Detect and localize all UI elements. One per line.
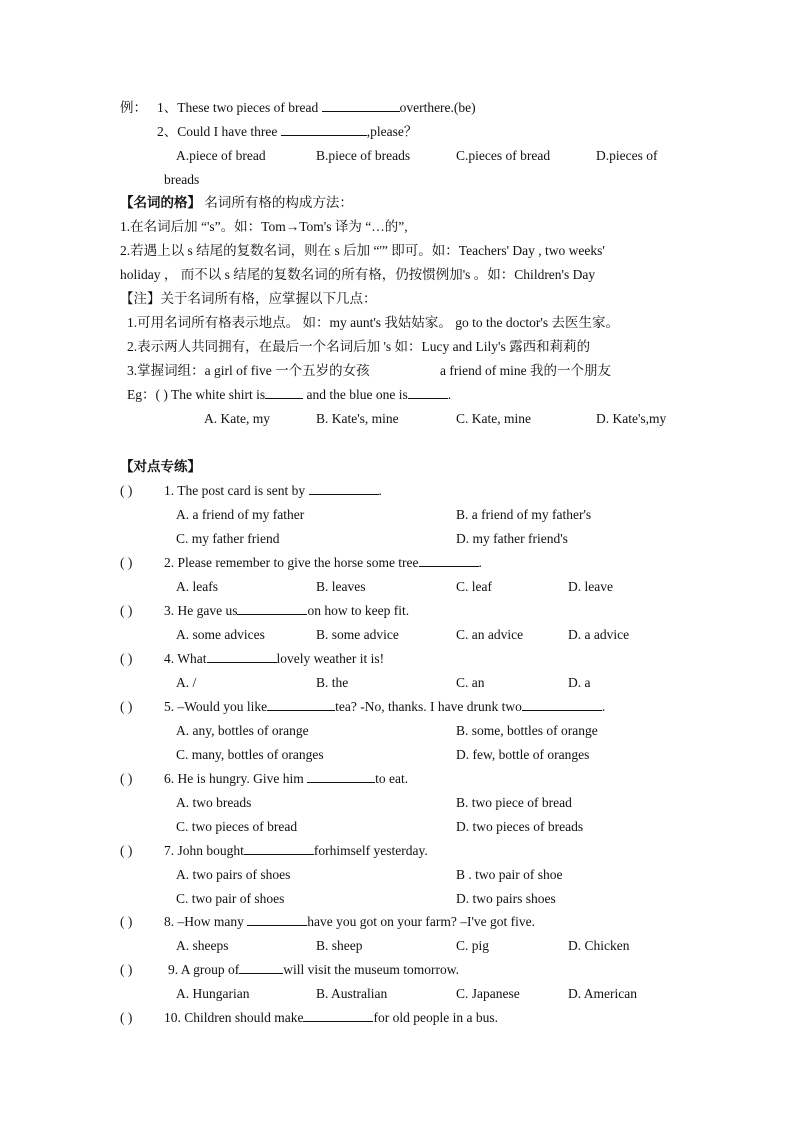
q9-option-d: D. American — [568, 986, 637, 1001]
answer-paren[interactable]: ( ) — [120, 1010, 133, 1025]
q5-option-d: D. few, bottle of oranges — [456, 747, 590, 762]
answer-blank[interactable] — [322, 99, 400, 112]
q7-option-d: D. two pairs shoes — [456, 891, 556, 906]
q7-option-c: C. two pair of shoes — [176, 891, 285, 906]
question-2: 2. Please remember to give the horse some tree . — [164, 555, 482, 570]
possessive-rule-2-cont: holiday ， 而不以 s 结尾的复数名词的所有格，仍按惯例加's 。如：Children's Day — [120, 267, 596, 282]
q3-option-a: A. some advices — [176, 627, 265, 642]
q8-option-a: A. sheeps — [176, 938, 229, 953]
q2-option-d: D. leave — [568, 579, 613, 594]
q2-option-a: A. leafs — [176, 579, 218, 594]
answer-paren[interactable]: ( ) — [120, 651, 133, 666]
note-3: 3.掌握词组：a girl of five 一个五岁的女孩 — [127, 363, 370, 378]
q9-option-c: C. Japanese — [456, 986, 520, 1001]
answer-paren[interactable]: ( ) — [120, 843, 133, 858]
possessive-heading: 【名词的格】 名词所有格的构成方法： — [120, 195, 353, 210]
q6-option-c: C. two pieces of bread — [176, 819, 298, 834]
example-q2-option-b: B.piece of breads — [316, 148, 411, 163]
eg-option-a: A. Kate, my — [204, 411, 270, 426]
q1-option-a: A. a friend of my father — [176, 507, 305, 522]
q3-option-b: B. some advice — [316, 627, 399, 642]
q4-option-a: A. / — [176, 675, 197, 690]
question-4: 4. What lovely weather it is! — [164, 651, 385, 666]
note-heading: 【注】关于名词所有格，应掌握以下几点： — [120, 291, 377, 306]
answer-blank[interactable] — [309, 482, 379, 495]
q1-option-d: D. my father friend's — [456, 531, 568, 546]
question-9: 9. A group of will visit the museum tomorrow. — [168, 962, 460, 977]
example-q2-option-a: A.piece of bread — [176, 148, 266, 163]
answer-blank[interactable] — [267, 698, 335, 711]
answer-paren[interactable]: ( ) — [120, 914, 133, 929]
note-3-b: a friend of mine 我的一个朋友 — [440, 363, 611, 378]
eg-option-d: D. Kate's,my — [596, 411, 667, 426]
question-5: 5. –Would you like tea? -No, thanks. I have drunk two . — [164, 699, 606, 714]
q7-option-b: B . two pair of shoe — [456, 867, 563, 882]
q3-option-c: C. an advice — [456, 627, 524, 642]
answer-blank[interactable] — [522, 698, 602, 711]
q4-option-c: C. an — [456, 675, 485, 690]
answer-paren[interactable]: ( ) — [120, 555, 133, 570]
answer-paren[interactable]: ( ) — [120, 483, 133, 498]
answer-blank[interactable] — [408, 386, 448, 399]
answer-blank[interactable] — [303, 1009, 373, 1022]
answer-blank[interactable] — [244, 842, 314, 855]
example-q2-option-d: D.pieces of — [596, 148, 658, 163]
answer-blank[interactable] — [281, 123, 367, 136]
possessive-rule-2: 2.若遇上以 s 结尾的复数名词，则在 s 后加 “'” 即可。如：Teachers' Day , two weeks' — [120, 243, 605, 258]
q8-option-d: D. Chicken — [568, 938, 630, 953]
note-2: 2.表示两人共同拥有，在最后一个名词后加 's 如：Lucy and Lily's 露西和莉莉的 — [127, 339, 591, 354]
example-q1: 1、These two pieces of bread overthere.(be) — [157, 100, 476, 115]
answer-blank[interactable] — [237, 602, 307, 615]
q3-option-d: D. a advice — [568, 627, 630, 642]
q4-option-b: B. the — [316, 675, 349, 690]
q5-option-c: C. many, bottles of oranges — [176, 747, 324, 762]
example-q2: 2、Could I have three ,please？ — [157, 124, 418, 139]
answer-paren[interactable]: ( ) — [120, 771, 133, 786]
q4-option-d: D. a — [568, 675, 591, 690]
q5-option-a: A. any, bottles of orange — [176, 723, 309, 738]
answer-paren[interactable]: ( ) — [120, 699, 133, 714]
answer-blank[interactable] — [419, 554, 479, 567]
question-6: 6. He is hungry. Give him to eat. — [164, 771, 409, 786]
q8-option-b: B. sheep — [316, 938, 363, 953]
possessive-rule-1: 1.在名词后加 “'s”。如：Tom→Tom's 译为 “…的”, — [120, 219, 408, 234]
q6-option-b: B. two piece of bread — [456, 795, 572, 810]
eg-question: Eg：( ) The white shirt is and the blue one is . — [127, 387, 452, 402]
q8-option-c: C. pig — [456, 938, 490, 953]
answer-blank[interactable] — [307, 770, 375, 783]
eg-option-c: C. Kate, mine — [456, 411, 531, 426]
q7-option-a: A. two pairs of shoes — [176, 867, 291, 882]
q1-option-c: C. my father friend — [176, 531, 280, 546]
answer-blank[interactable] — [239, 961, 283, 974]
answer-paren[interactable]: ( ) — [120, 962, 133, 977]
q6-option-d: D. two pieces of breads — [456, 819, 584, 834]
question-1: 1. The post card is sent by . — [164, 483, 382, 498]
q9-option-a: A. Hungarian — [176, 986, 250, 1001]
q9-option-b: B. Australian — [316, 986, 388, 1001]
answer-blank[interactable] — [265, 386, 303, 399]
example-q2-option-c: C.pieces of bread — [456, 148, 551, 163]
answer-paren[interactable]: ( ) — [120, 603, 133, 618]
eg-option-b: B. Kate's, mine — [316, 411, 399, 426]
example-q2-option-d-wrap: breads — [164, 172, 200, 187]
answer-blank[interactable] — [207, 650, 277, 663]
q6-option-a: A. two breads — [176, 795, 252, 810]
q5-option-b: B. some, bottles of orange — [456, 723, 598, 738]
question-7: 7. John bought forhimself yesterday. — [164, 843, 428, 858]
question-8: 8. –How many have you got on your farm? –I've got five. — [164, 914, 535, 929]
q2-option-b: B. leaves — [316, 579, 366, 594]
note-1: 1.可用名词所有格表示地点。 如：my aunt's 我姑姑家。 go to the doctor's 去医生家。 — [127, 315, 619, 330]
q1-option-b: B. a friend of my father's — [456, 507, 592, 522]
example-label: 例： — [120, 100, 147, 115]
q2-option-c: C. leaf — [456, 579, 492, 594]
answer-blank[interactable] — [247, 913, 307, 926]
question-10: 10. Children should make for old people in a bus. — [164, 1010, 498, 1025]
practice-heading: 【对点专练】 — [120, 459, 201, 474]
question-3: 3. He gave us on how to keep fit. — [164, 603, 410, 618]
